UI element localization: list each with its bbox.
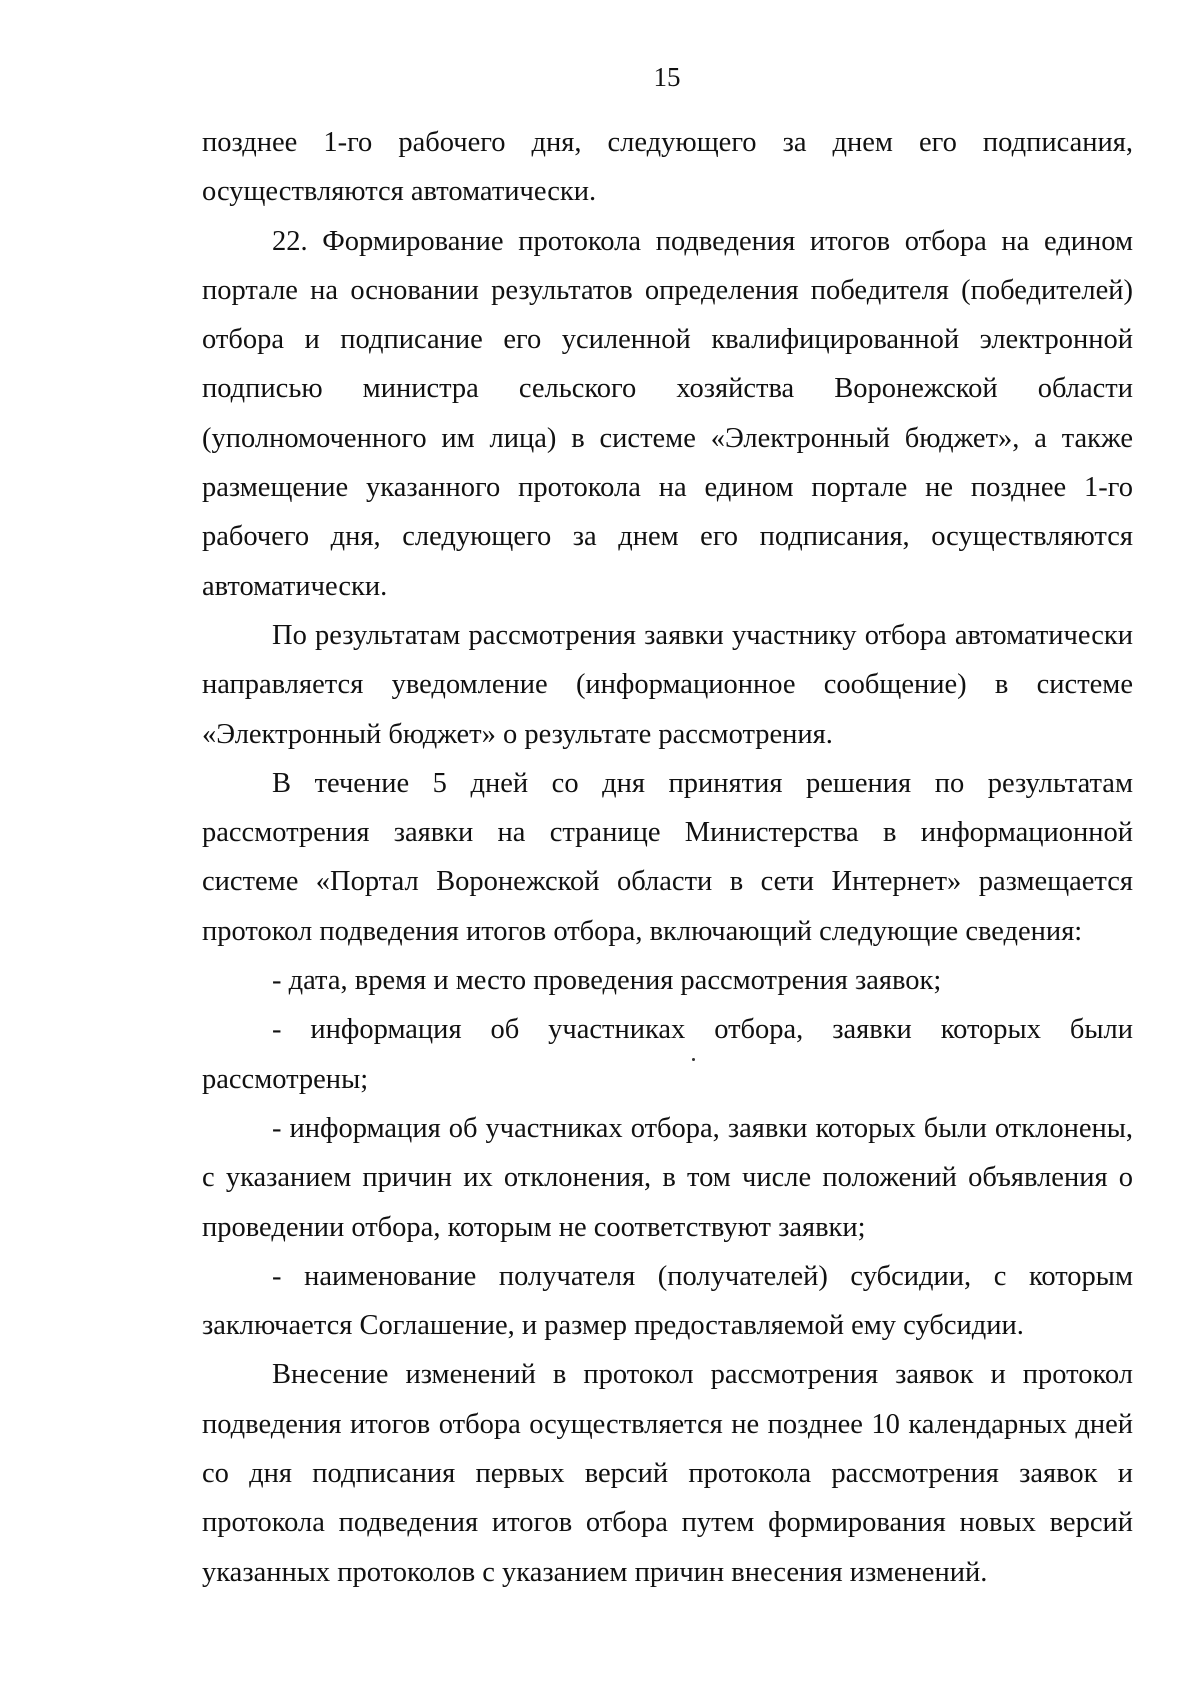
list-item-reviewed-participants: - информация об участниках отбора, заявки которых были рассмотрены; <box>202 1014 1133 1095</box>
list-item-rejected-participants: - информация об участниках отбора, заявки которых были отклонены, с указанием причин их отклонения, в том числе положений объявления о проведении отбора, которым не соответствуют заявки; <box>202 1112 1133 1243</box>
scan-speck <box>692 1058 695 1061</box>
document-body <box>202 118 1133 1597</box>
paragraph-clause-22: 22. Формирование протокола подведения итогов отбора на едином портале на основании результатов определения победителя (победителей) отбора и подписание его усиленной квалифицированной электронной подписью министра сельского хозяйства Воронежской области (уполномоченного им лица) в системе «Электронный бюджет», а также размещение указанного протокола на едином портале не позднее 1-го рабочего дня, следующего за днем его подписания, осуществляются автоматически. <box>202 225 1133 602</box>
paragraph-notification: По результатам рассмотрения заявки участнику отбора автоматически направляется уведомление (информационное сообщение) в системе «Электронный бюджет» о результате рассмотрения. <box>202 619 1133 750</box>
page-number: 15 <box>653 62 681 92</box>
list-item-subsidy-recipient: - наименование получателя (получателей) субсидии, с которым заключается Соглашение, и размер предоставляемой ему субсидии. <box>202 1260 1133 1342</box>
paragraph-protocol-publication: В течение 5 дней со дня принятия решения по результатам рассмотрения заявки на странице Министерства в информационной системе «Портал Воронежской области в сети Интернет» размещается протокол подведения итогов отбора, включающий следующие сведения: <box>202 767 1133 947</box>
paragraph-continuation: позднее 1-го рабочего дня, следующего за днем его подписания, осуществляются автоматически. <box>202 127 1133 208</box>
list-item-date-time-place: - дата, время и место проведения рассмотрения заявок; <box>272 965 942 997</box>
paragraph-protocol-amendments: Внесение изменений в протокол рассмотрения заявок и протокол подведения итогов отбора осуществляется не позднее 10 календарных дней со дня подписания первых версий протокола рассмотрения заявок и протокола подведения итогов отбора путем формирования новых версий указанных протоколов с указанием причин внесения изменений. <box>202 1359 1133 1588</box>
